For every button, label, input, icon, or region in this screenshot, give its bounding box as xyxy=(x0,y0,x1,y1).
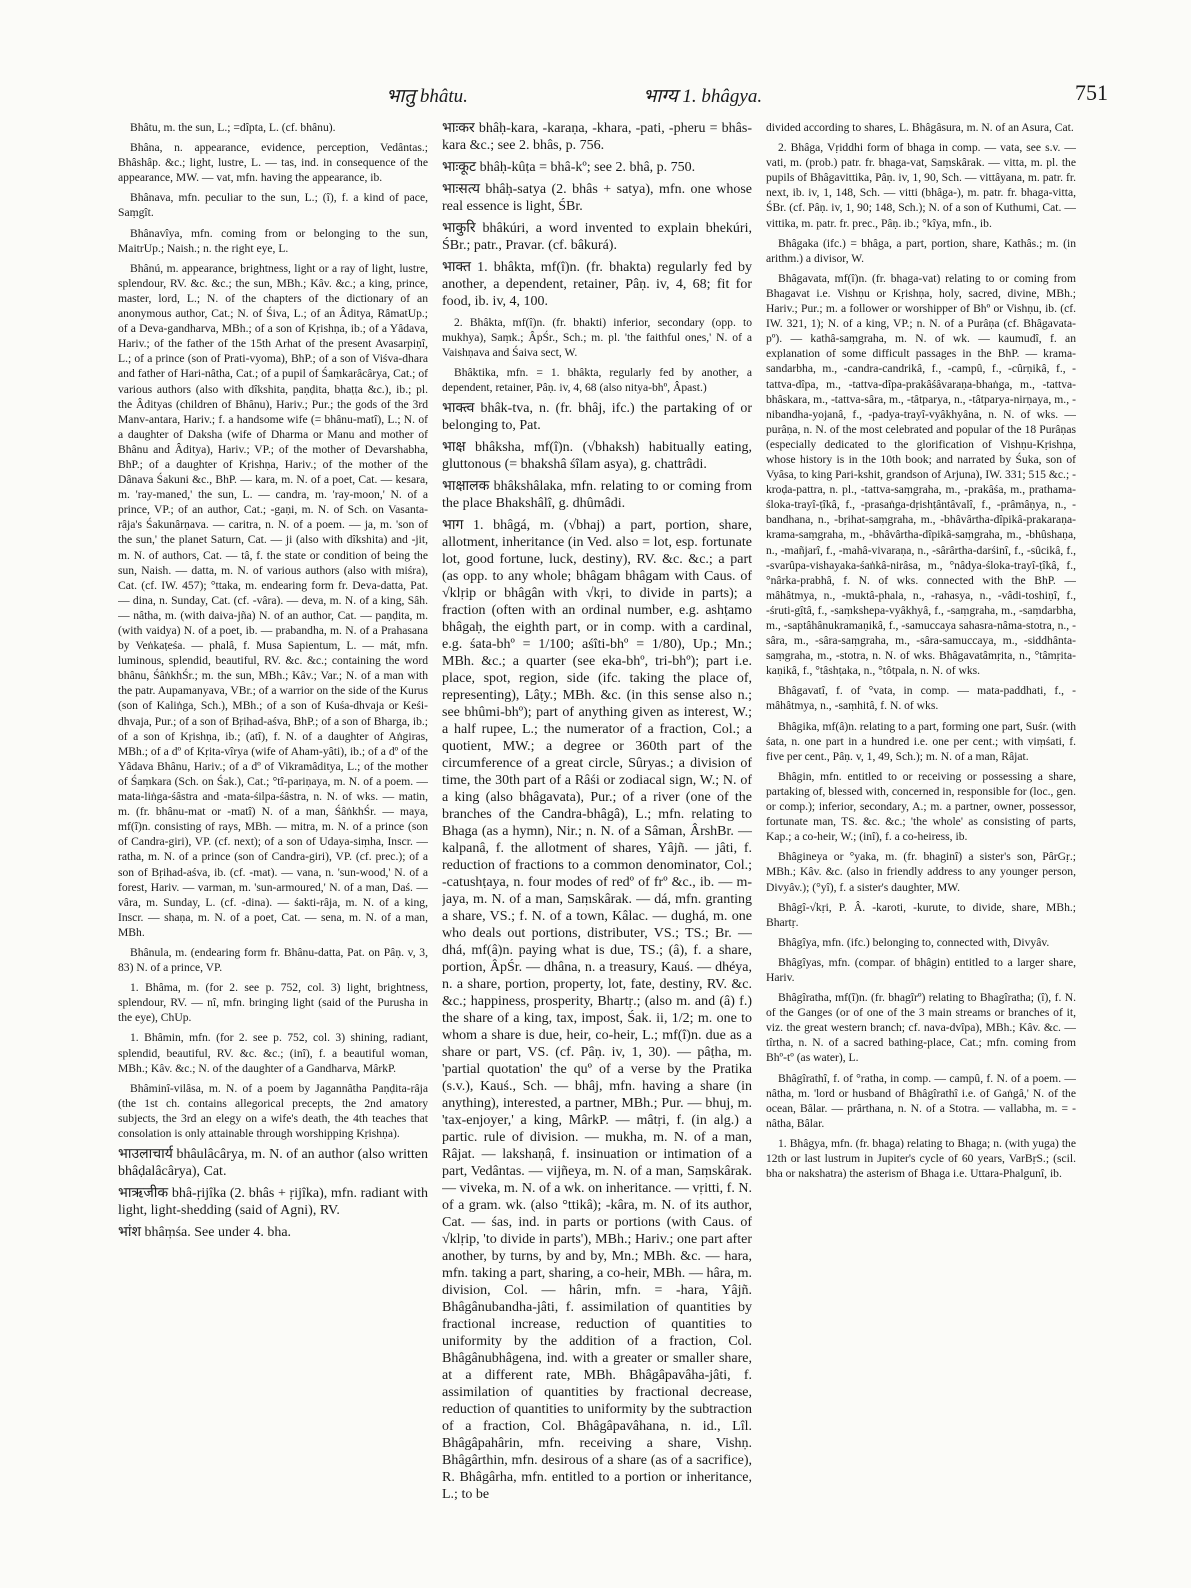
dictionary-entry: Bhânava, mfn. peculiar to the sun, L.; (î), f. a kind of pace, Saṃgît. xyxy=(118,191,428,220)
dictionary-entry: 1. Bhâma, m. (for 2. see p. 752, col. 3) light, brightness, splendour, RV. — nî, mfn. bringing light (said of the Purusha in the eye), ChUp. xyxy=(118,981,428,1025)
dictionary-entry: Bhâgineya or °yaka, m. (fr. bhaginî) a sister's son, PârGṛ.; MBh.; Kâv. &c. (also in friendly address to any younger person, Divyâv.); (°yî), f. a sister's daughter, MW. xyxy=(766,850,1076,894)
dictionary-entry: Bhâna, n. appearance, evidence, perception, Vedântas.; Bhâshâp. &c.; light, lustre, L. — tas, ind. in consequence of the appearance, MW. — vat, mfn. having the appearance, ib. xyxy=(118,141,428,185)
dictionary-entry: Bhâgika, mf(â)n. relating to a part, forming one part, Suśr. (with śata, n. one part in a hundred i.e. one per cent.; with viṃśati, f. five per cent., Pâṇ. v, 1, 49, Sch.); m. N. of a man, Râjat. xyxy=(766,719,1076,763)
dictionary-entry: Bhâgîya, mfn. (ifc.) belonging to, connected with, Divyâv. xyxy=(778,935,1050,949)
dictionary-entry: भाक्षालक bhâkshâlaka, mfn. relating to or coming from the place Bhakshâlî, g. dhûmâdi. xyxy=(442,479,752,512)
dictionary-entry: Bhâtu, m. the sun, L.; =dîpta, L. (cf. bhânu). xyxy=(130,121,336,134)
dictionary-entry: भाऋजीक bhâ-ṛijîka (2. bhâs + ṛijîka), mfn. radiant with light, light-shedding (said of Agni), RV. xyxy=(118,1186,428,1219)
columns xyxy=(118,120,1078,1550)
dictionary-entry: 2. Bhâga, Vṛiddhi form of bhaga in comp. — vata, see s.v. — vati, m. (prob.) patr. fr. bhaga-vat, Saṃskârak. — vitta, m. pl. the pupils of Bhâgavittika, Pâṇ. iv, 1, 90, Sch. — vittâyana, m. patr. fr. next, ib. iv, 1, 148, Sch. — vitti (bhâga-), m. patr. fr. bhaga-vitta, ŚBr. (cf. Pâṇ. iv, 1, 90; 148, Sch.); N. of a son of Kuthumi, Cat. — vittika, m. patr. fr. prec., Pâṇ. ib.; °kîya, mfn., ib. xyxy=(766,141,1076,230)
dictionary-entry: भाउलाचार्य bhâulâcârya, m. N. of an author (also written bhâḍalâcârya), Cat. xyxy=(118,1147,428,1180)
page-header xyxy=(118,80,1108,116)
dictionary-entry: 1. Bhâmin, mfn. (for 2. see p. 752, col. 3) shining, radiant, splendid, beautiful, RV. &c. &c.; (inî), f. a beautiful woman, MBh.; Kâv. &c.; N. of the daughter of a Gandharva, MârkP. xyxy=(118,1031,428,1075)
column-1 xyxy=(118,120,428,1550)
dictionary-entry: 2. Bhâkta, mf(î)n. (fr. bhakti) inferior, secondary (opp. to mukhya), Saṃk.; ÂpŚr., Sch.; m. pl. 'the faithful ones,' N. of a Vaishṇava and Śaiva sect, W. xyxy=(442,316,752,360)
dictionary-entry: Bhâgî-√kṛi, P. Â. -karoti, -kurute, to divide, share, MBh.; Bhartṛ. xyxy=(766,900,1076,929)
dictionary-entry: Bhâgaka (ifc.) = bhâga, a part, portion, share, Kathâs.; m. (in arithm.) a divisor, W. xyxy=(766,236,1076,265)
dictionary-entry: Bhânula, m. (endearing form fr. Bhânu-datta, Pat. on Pâṇ. v, 3, 83) N. of a prince, VP. xyxy=(118,945,428,975)
right-running-headword: भाग्य 1. bhâgya. xyxy=(643,86,763,107)
dictionary-entry: divided according to shares, L. Bhâgâsura, m. N. of an Asura, Cat. xyxy=(766,121,1074,134)
dictionary-entry: Bhâgin, mfn. entitled to or receiving or possessing a share, partaking of, blessed with, concerned in, responsible for (loc., gen. or comp.); inferior, secondary, A.; m. a partner, owner, possessor, fortunate man, TS. &c. &c.; 'the whole' as consisting of parts, Kap.; a co-heir, W.; (inî), f. a co-heiress, ib. xyxy=(766,769,1076,844)
dictionary-entry: Bhâgavata, mf(î)n. (fr. bhaga-vat) relating to or coming from Bhagavat i.e. Vishṇu or Kṛishṇa, holy, sacred, divine, MBh.; Hariv.; Pur.; m. a follower or worshipper of Bhº or Vishṇu, ib. (cf. IW. 321, 1); N. of a king, VP.; n. N. of a Purâṇa (cf. Bhâgavata-pº). — kathâ-saṃgraha, m. N. of wk. — kaumudî, f. an explanation of some difficult passages in the BhP. — krama-sandarbha, m., -candra-candrikâ, f., -campû, f., -cûrṇikâ, f., -tattva-dîpa, m., -tattva-dîpa-prakâśâvaraṇa-bhaṅga, m., -tattva-bhâskara, m., -tattva-sâra, m., -tâtparya, n., -tâtparya-nirṇaya, m., -nibandha-yojanâ, f., -padya-trayî-vyâkhyâna, n. N. of wks. — purâṇa, n. N. of the most celebrated and popular of the 18 Purâṇas (especially dedicated to the glorification of Vishṇu-Kṛishṇa, whose history is in the 10th book; and narrated by Śuka, son of Vyâsa, to king Pari-kshit, grandson of Arjuna), IW. 331; 515 &c.; -kroḍa-pattra, n. pl., -tattva-saṃgraha, m., -prakâśa, m., prathama-śloka-trayî-ṭîkâ, f., -prasaṅga-dṛishṭântâvalî, f., -prâmâṇya, n., -bandhana, n., -bṛihat-saṃgraha, m., -bhâvârtha-dîpikâ-prakaraṇa-krama-saṃgraha, m., -bhâvârtha-dîpikâ-saṃgraha, m., -bhûshaṇa, n., -mañjarî, f., -mahâ-vivaraṇa, n., -sârârtha-darśinî, f., -sûcikâ, f., -svarûpa-vishayaka-śaṅkâ-nirâsa, m., °nâdya-śloka-trayî-ṭîkâ, f., °nârka-prabhâ, f. N. of wks. connected with the BhP. — mâhâtmya, n., -muktâ-phala, n., -rahasya, n., -vâdi-toshiṇî, f., -śruti-gîtâ, f., -saṃkshepa-vyâkhyâ, f., -saṃgraha, m., -saṃdarbha, m., -saptâhânukramaṇikâ, f., -samuccaya sahasra-nâma-stotra, n., -sâra, m., -sâra-saṃgraha, m., -sâra-samuccaya, m., -siddhânta-saṃgraha, m., -stotra, n. N. of wks. Bhâgavatâmṛita, n., °tâmṛita-kaṇikâ, f., °tâshṭaka, n., °tôtpala, n. N. of wks. xyxy=(766,271,1076,678)
dictionary-entry: भाकुरि bhâkúri, a word invented to explain bhekúri, ŚBr.; patr., Pravar. (cf. bâkurá). xyxy=(442,221,752,253)
column-2 xyxy=(442,120,752,1550)
dictionary-entry: भाक्त्व bhâk-tva, n. (fr. bhâj, ifc.) the partaking of or belonging to, Pat. xyxy=(442,401,752,434)
column-3 xyxy=(766,120,1076,1550)
dictionary-entry: भाःकर bhâḥ-kara, -karaṇa, -khara, -pati, -pheru = bhâs-kara &c.; see 2. bhâs, p. 756. xyxy=(442,121,752,153)
dictionary-entry: भाक्त 1. bhâkta, mf(î)n. (fr. bhakta) regularly fed by another, a dependent, retainer, Pâṇ. iv, 4, 68; fit for food, ib. iv, 4, 100. xyxy=(442,260,752,309)
dictionary-entry: Bhâgavatî, f. of °vata, in comp. — mata-paddhati, f., -mâhâtmya, n., -saṃhitâ, f. N. of wks. xyxy=(766,684,1076,713)
dictionary-entry: 1. Bhâgya, mfn. (fr. bhaga) relating to Bhaga; n. (with yuga) the 12th or last lustrum in Jupiter's cycle of 60 years, VarBṛS.; (scil. bha or nakshatra) the asterism of Bhaga i.e. Uttara-Phalgunî, ib. xyxy=(766,1136,1076,1181)
dictionary-entry: Bhâgîrathî, f. of °ratha, in comp. — campû, f. N. of a poem. — nâtha, m. 'lord or husband of Bhâgîrathî i.e. of Gaṅgâ,' N. of the ocean, Bâlar. — prârthana, n. N. of a Stotra. — vallabha, m. = -nâtha, Bâlar. xyxy=(766,1071,1076,1130)
dictionary-entry: Bhâgîratha, mf(î)n. (fr. bhagîrº) relating to Bhagîratha; (î), f. N. of the Ganges (or of one of the 3 main streams or branches of it, viz. the great western branch; cf. nava-dvîpa), MBh.; Kâv. &c. — tîrtha, n. N. of a sacred bathing-place, Cat.; mfn. coming from Bhº-tº (as water), L. xyxy=(766,991,1076,1065)
dictionary-entry: Bhânavîya, mfn. coming from or belonging to the sun, MaitrUp.; Naish.; n. the right eye, L. xyxy=(118,226,428,255)
header-rule xyxy=(118,116,1078,117)
dictionary-entry: भाःसत्य bhâḥ-satya (2. bhâs + satya), mfn. one whose real essence is light, ŚBr. xyxy=(442,182,752,214)
left-running-headword: भातु bhâtu. xyxy=(386,86,468,107)
dictionary-entry: Bhâktika, mfn. = 1. bhâkta, regularly fed by another, a dependent, retainer, Pâṇ. iv, 4, 68 (also nitya-bhº, Âpast.) xyxy=(442,366,752,395)
dictionary-entry: Bhâminî-vilâsa, m. N. of a poem by Jagannâtha Paṇḍita-râja (the 1st ch. contains allegorical precepts, the 2nd amatory subjects, the 3rd an elegy on a wife's death, the 4th teaches that consolation is only attainable through worshipping Kṛishṇa). xyxy=(118,1081,428,1140)
dictionary-entry: भाःकूट bhâḥ-kûṭa = bhâ-kº; see 2. bhâ, p. 750. xyxy=(442,160,696,175)
dictionary-entry: भाग 1. bhâgá, m. (√bhaj) a part, portion, share, allotment, inheritance (in Ved. also = lot, esp. fortunate lot, good fortune, luck, destiny), RV. &c. &c.; a part (as opp. to any whole; bhâgam bhâgam with Caus. of √klṛip or bhâgân with √kṛi, to divide in parts); a fraction (often with an ordinal number, e.g. ashṭamo bhâgaḥ, the eighth part, or in comp. with a cardinal, e.g. śata-bhº = 1/100; aśîti-bhº = 1/80), Up.; Mn.; MBh. &c.; a quarter (see eka-bhº, tri-bhº); part i.e. place, spot, region, side (ifc. taking the place of, representing), Lâṭy.; MBh. &c. (in this sense also n.; see bhûmi-bhº); part of anything given as interest, W.; a half rupee, L.; the numerator of a fraction, Col.; a quotient, MW.; a degree or 360th part of the circumference of a great circle, Sûryas.; a division of time, the 30th part of a Râśi or zodiacal sign, W.; N. of a king (also bhâgavata), Pur.; of a river (one of the branches of the Candra-bhâgâ), L.; mfn. relating to Bhaga (as a hymn), Nir.; n. N. of a Sâman, ÂrshBr. — kalpanâ, f. the allotment of shares, Yâjñ. — jâti, f. reduction of fractions to a common denominator, Col.; -catushṭaya, n. four modes of redº of frº &c., ib. — m-jaya, m. N. of a man, Saṃskârak. — dá, mfn. granting a share, VS.; f. N. of a town, Kâlac. — dughá, m. one who deals out portions, distributer, VS.; TS.; Br. — dhá, mf(â)n. paying what is due, TS.; (â), f. a share, portion, ÂpŚr. — dhâna, n. a treasury, Kauś. — dhéya, n. a share, portion, property, lot, fate, destiny, RV. &c. &c.; happiness, prosperity, Bhartṛ.; (also m. and (â) f.) the share of a king, tax, impost, Śak. ii, 1/2; m. one to whom a share is due, heir, co-heir, L.; mf(î)n. due as a share or part, VS. (cf. Pâṇ. iv, 1, 30). — pâṭha, m. 'partial quotation' the quº of a verse by the Pratika (s.v.), Kauś., Sch. — bhâj, mfn. having a share (in anything), interested, a partner, MBh.; Pur. — bhuj, m. 'tax-enjoyer,' a king, MârkP. — mâtṛi, f. (in alg.) a partic. rule of division. — mukha, m. N. of a man, Râjat. — lakshaṇâ, f. insinuation or intimation of a part, Vedântas. — vijñeya, m. N. of a man, Saṃskârak. — viveka, m. N. of a wk. on inheritance. — vṛitti, f. N. of a gram. wk. (also °ttikâ); -kâra, m. N. of its author, Cat. — śas, ind. in parts or portions (with Caus. of √klṛip, 'to divide in parts'), MBh.; Hariv.; one part after another, by turns, by and by, Mn.; MBh. &c. — hara, mfn. taking a part, sharing, a co-heir, MBh. — hâra, m. division, Col. — hârin, mfn. = -hara, Yâjñ. Bhâgânubandha-jâti, f. assimilation of quantities by fractional increase, reduction of quantities to uniformity by the addition of a fraction, Col. Bhâgânubhâgena, ind. with a greater or smaller share, at a different rate, MBh. Bhâgâpavâha-jâti, f. assimilation of quantities by fractional decrease, reduction of quantities to uniformity by the subtraction of a fraction, Col. Bhâgâpavâhana, n. id., Lîl. Bhâgâpahârin, mfn. receiving a share, Vishṇ. Bhâgârthin, mfn. desirous of a share (as of a sacrifice), R. Bhâgârha, mfn. entitled to a portion or inheritance, L.; to be xyxy=(442,518,752,1503)
dictionary-entry: भांश bhâṃśa. See under 4. bha. xyxy=(118,1225,292,1241)
dictionary-entry: Bhânú, m. appearance, brightness, light or a ray of light, lustre, splendour, RV. &c. &c.; the sun, MBh.; Kâv. &c.; a king, prince, master, lord, L.; N. of the chapters of the dictionary of an anonymous author, Cat.; N. of Śiva, L.; of an Âditya, RâmatUp.; of a Deva-gandharva, MBh.; of a son of Kṛishṇa, ib.; of a Yâdava, Hariv.; of the father of the 15th Arhat of the present Avasarpiṇî, L.; of a prince (son of Prati-vyoma), BhP.; of a son of Viśva-dhara and father of Hari-nâtha, Cat.; of a pupil of Śaṃkarâcârya, Cat.; of various authors (also with dîkshita, paṇḍita, bhaṭṭa &c.), ib.; pl. the Âdityas (children of Bhânu), Hariv.; Pur.; the gods of the 3rd Manv-antara, Hariv.; f. a handsome wife (= bhânu-matî), L.; N. of a daughter of Daksha (wife of Dharma or Manu and mother of Bhânu and Âditya), Hariv.; VP.; of the mother of Devarshabha, BhP.; of a daughter of Kṛishṇa, Hariv.; of the mother of the Dânava Śakuni &c., BhP. — kara, m. N. of a poet, Cat. — kesara, m. 'ray-maned,' the sun, L. — candra, m. 'ray-moon,' N. of a prince, VP.; of an author, Cat.; -gaṇi, m. N. of Sch. on Vasanta-râja's Śakunârṇava. — caritra, n. N. of a poem. — ja, m. 'son of the sun,' the planet Saturn, Cat. — ji (also with dîkshita) and -jit, m. N. of authors, Cat. — tâ, f. the state or condition of being the sun, Naish. — datta, m. N. of various authors (also with miśra), Cat. (cf. IW. 457); °ttaka, m. endearing form fr. Deva-datta, Pat. — dina, n. Sunday, Cat. (cf. -vâra). — deva, m. N. of a king, Sâh. — nâtha, m. (with daiva-jña) N. of an author, Cat. — paṇḍita, m. (with vaidya) N. of a poet, ib. — prabandha, m. N. of a Prahasana by Veṅkaṭeśa. — phalâ, f. Musa Sapientum, L. — mát, mfn. luminous, splendid, beautiful, RV. &c. &c.; containing the word bhânu, ŚâṅkhŚr.; m. the sun, MBh.; Kâv.; Var.; N. of a man with the patr. Aupamanyava, VBr.; of a warrior on the side of the Kurus (son of Kaliṅga, Sch.), MBh.; of a son of Kuśa-dhvaja or Keśi-dhvaja, Pur.; of a son of Bṛihad-aśva, BhP.; of a son of Bharga, ib.; of a son of Kṛishṇa, ib.; (atî), f. N. of a daughter of Aṅgiras, MBh.; of a dº of Kṛita-vîrya (wife of Aham-yâti), ib.; of a dº of the Yâdava Bhânu, Hariv.; of a dº of Vikramâditya, L.; of the mother of Śaṃkara (Sch. on Śak.), Cat.; °tî-pariṇaya, m. N. of a poem. — mata-liṅga-śâstra and -mata-śilpa-śâstra, n. N. of wks. — matin, m. (fr. bhânu-mat or -matî) N. of a man, ŚâṅkhŚr. — maya, mf(î)n. consisting of rays, MBh. — mitra, m. N. of a prince (son of Candra-giri), VP. (cf. next); of a son of Udaya-siṃha, Inscr. — ratha, m. N. of a prince (son of Candra-giri), VP. (cf. prec.); of a son of Bṛihad-aśva, ib. (cf. -mat). — vana, n. 'sun-wood,' N. of a forest, Hariv. — varman, m. 'sun-armoured,' N. of a man, Daś. — vâra, m. Sunday, L. (cf. -dina). — śakti-râja, m. N. of a king, Inscr. — shaṇa, m. N. of a poet, Cat. — sena, m. N. of a man, MBh. xyxy=(118,261,428,939)
dictionary-entry: भाक्ष bhâksha, mf(î)n. (√bhaksh) habitually eating, gluttonous (= bhakshâ śîlam asya), g. chattrâdi. xyxy=(442,440,752,473)
page-number: 751 xyxy=(1075,80,1108,105)
dictionary-entry: Bhâgîyas, mfn. (compar. of bhâgin) entitled to a larger share, Hariv. xyxy=(766,955,1076,984)
